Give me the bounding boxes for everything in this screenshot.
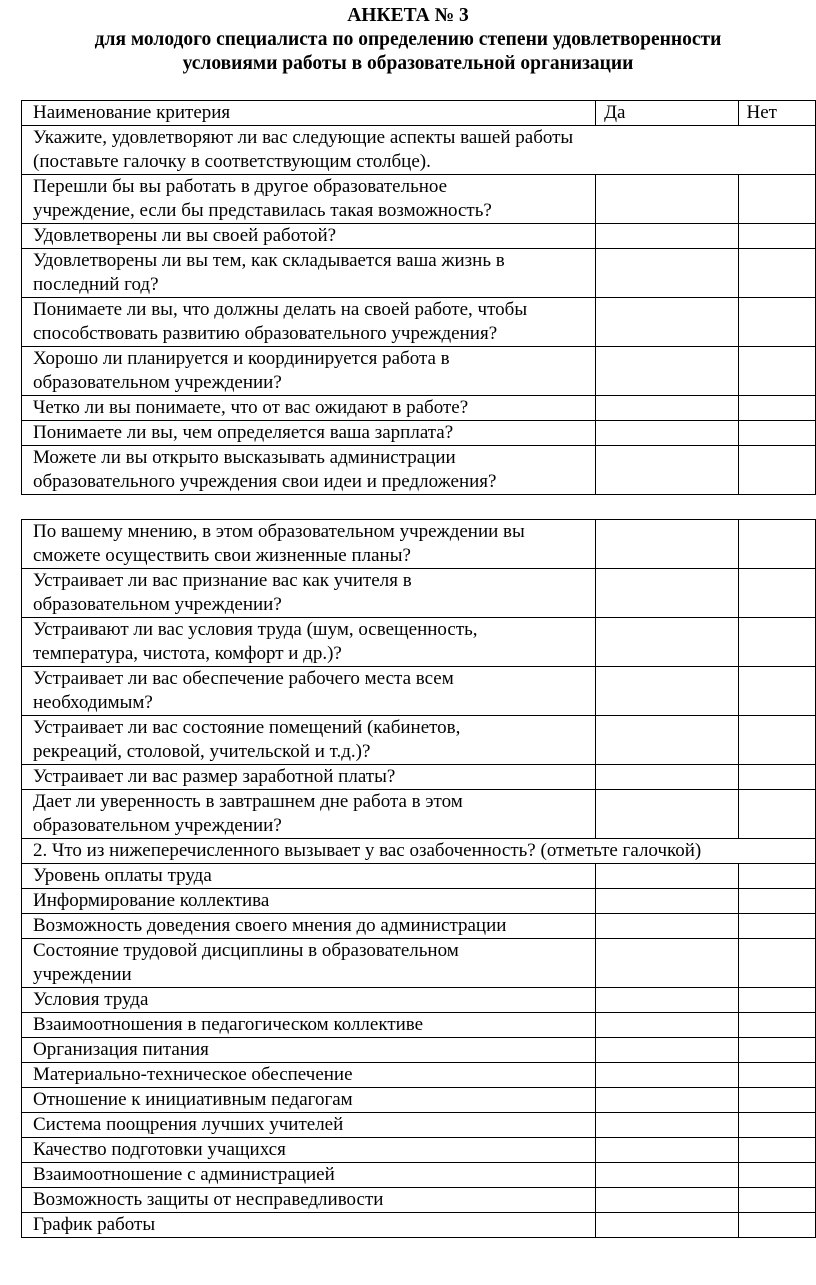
question-cell xyxy=(22,1038,596,1063)
answer-no-checkbox[interactable] xyxy=(738,1013,815,1038)
answer-no-checkbox[interactable] xyxy=(738,520,815,569)
answer-no-checkbox[interactable] xyxy=(738,446,815,495)
answer-no-checkbox[interactable] xyxy=(738,396,815,421)
questionnaire-table-1 xyxy=(21,100,816,495)
answer-yes-checkbox[interactable] xyxy=(596,667,739,716)
answer-yes-checkbox[interactable] xyxy=(596,939,739,988)
intro-line-2: (поставьте галочку в соответствующим столбце). xyxy=(33,151,431,172)
answer-no-checkbox[interactable] xyxy=(738,765,815,790)
question-cell xyxy=(22,864,596,889)
intro-line-1: Укажите, удовлетворяют ли вас следующие аспекты вашей работы xyxy=(33,127,574,148)
table-row xyxy=(22,1063,816,1088)
table-row xyxy=(22,765,816,790)
answer-no-checkbox[interactable] xyxy=(738,569,815,618)
answer-yes-checkbox[interactable] xyxy=(596,1038,739,1063)
question-cell xyxy=(22,988,596,1013)
question-text: Дает ли уверенность в завтрашнем дне работа в этом xyxy=(33,791,463,812)
title-line-1: АНКЕТА № 3 xyxy=(347,5,469,26)
table-row xyxy=(22,569,816,618)
answer-no-checkbox[interactable] xyxy=(738,618,815,667)
table-row xyxy=(22,396,816,421)
question-cell xyxy=(22,224,596,249)
answer-yes-checkbox[interactable] xyxy=(596,864,739,889)
answer-yes-checkbox[interactable] xyxy=(596,446,738,495)
table-row xyxy=(22,914,816,939)
answer-no-checkbox[interactable] xyxy=(738,716,815,765)
question-cell xyxy=(22,1113,596,1138)
question-text: температура, чистота, комфорт и др.)? xyxy=(33,643,342,664)
answer-yes-checkbox[interactable] xyxy=(596,716,739,765)
question-text: Четко ли вы понимаете, что от вас ожидают в работе? xyxy=(33,397,469,418)
answer-no-checkbox[interactable] xyxy=(738,298,815,347)
question-text: Качество подготовки учащихся xyxy=(33,1139,286,1160)
question-text: Материально-техническое обеспечение xyxy=(33,1064,353,1085)
section-2-row xyxy=(22,839,816,864)
question-text: Организация питания xyxy=(33,1039,209,1060)
question-cell xyxy=(22,347,596,396)
question-text: Можете ли вы открыто высказывать администрации xyxy=(33,447,456,468)
answer-no-checkbox[interactable] xyxy=(738,1113,815,1138)
question-cell xyxy=(22,175,596,224)
answer-yes-checkbox[interactable] xyxy=(596,1163,739,1188)
answer-yes-checkbox[interactable] xyxy=(596,1113,739,1138)
question-cell xyxy=(22,1063,596,1088)
question-cell xyxy=(22,618,596,667)
table-row xyxy=(22,1113,816,1138)
question-text: Отношение к инициативным педагогам xyxy=(33,1089,353,1110)
answer-yes-checkbox[interactable] xyxy=(596,347,738,396)
title-line-3: условиями работы в образовательной организации xyxy=(182,53,634,74)
question-cell xyxy=(22,1188,596,1213)
answer-yes-checkbox[interactable] xyxy=(596,175,738,224)
answer-yes-checkbox[interactable] xyxy=(596,396,738,421)
answer-yes-checkbox[interactable] xyxy=(596,1138,739,1163)
questionnaire-table-2 xyxy=(21,519,816,1238)
table-row xyxy=(22,1088,816,1113)
table-row xyxy=(22,790,816,839)
answer-yes-checkbox[interactable] xyxy=(596,889,739,914)
table-row xyxy=(22,939,816,988)
answer-no-checkbox[interactable] xyxy=(738,175,815,224)
question-cell xyxy=(22,569,596,618)
question-cell xyxy=(22,298,596,347)
question-text: Взаимоотношения в педагогическом коллективе xyxy=(33,1014,424,1035)
answer-no-checkbox[interactable] xyxy=(738,347,815,396)
question-text: образовательном учреждении? xyxy=(33,372,282,393)
answer-no-checkbox[interactable] xyxy=(738,1213,815,1238)
question-text: Состояние трудовой дисциплины в образовательном xyxy=(33,940,459,961)
question-text: Система поощрения лучших учителей xyxy=(33,1114,344,1135)
question-text: Хорошо ли планируется и координируется работа в xyxy=(33,348,450,369)
table-row xyxy=(22,1188,816,1213)
question-text: необходимым? xyxy=(33,692,153,713)
answer-yes-checkbox[interactable] xyxy=(596,1188,739,1213)
table-row xyxy=(22,1013,816,1038)
question-text: Возможность защиты от несправедливости xyxy=(33,1189,384,1210)
table-row xyxy=(22,249,816,298)
question-cell xyxy=(22,716,596,765)
answer-no-checkbox[interactable] xyxy=(738,914,815,939)
answer-yes-checkbox[interactable] xyxy=(596,1213,739,1238)
answer-no-checkbox[interactable] xyxy=(738,939,815,988)
question-text: Устраивают ли вас условия труда (шум, освещенность, xyxy=(33,619,478,640)
title-line-2: для молодого специалиста по определению степени удовлетворенности xyxy=(94,29,722,50)
question-text: Удовлетворены ли вы тем, как складывается ваша жизнь в xyxy=(33,250,505,271)
question-text: Условия труда xyxy=(33,989,149,1010)
table-row xyxy=(22,1213,816,1238)
answer-no-checkbox[interactable] xyxy=(738,421,815,446)
answer-yes-checkbox[interactable] xyxy=(596,1088,739,1113)
answer-no-checkbox[interactable] xyxy=(738,790,815,839)
answer-no-checkbox[interactable] xyxy=(738,988,815,1013)
table-row xyxy=(22,421,816,446)
question-text: последний год? xyxy=(33,274,159,295)
question-cell xyxy=(22,765,596,790)
question-text: Уровень оплаты труда xyxy=(33,865,212,886)
answer-no-checkbox[interactable] xyxy=(738,889,815,914)
question-text: Устраивает ли вас признание вас как учителя в xyxy=(33,570,412,591)
answer-no-checkbox[interactable] xyxy=(738,224,815,249)
question-cell xyxy=(22,667,596,716)
question-text: сможете осуществить свои жизненные планы? xyxy=(33,545,411,566)
table-row xyxy=(22,175,816,224)
question-text: образовательном учреждении? xyxy=(33,815,282,836)
question-text: образовательного учреждения свои идеи и предложения? xyxy=(33,471,497,492)
answer-no-checkbox[interactable] xyxy=(738,667,815,716)
question-text: Перешли бы вы работать в другое образовательное xyxy=(33,176,448,197)
question-cell xyxy=(22,421,596,446)
answer-no-checkbox[interactable] xyxy=(738,864,815,889)
question-cell xyxy=(22,1138,596,1163)
question-text: Устраивает ли вас состояние помещений (кабинетов, xyxy=(33,717,461,738)
question-cell xyxy=(22,1163,596,1188)
answer-yes-checkbox[interactable] xyxy=(596,569,739,618)
question-text: Возможность доведения своего мнения до администрации xyxy=(33,915,507,936)
intro-row xyxy=(22,126,816,175)
question-text: способствовать развитию образовательного учреждения? xyxy=(33,323,498,344)
question-cell xyxy=(22,914,596,939)
question-text: Удовлетворены ли вы своей работой? xyxy=(33,225,337,246)
table-row xyxy=(22,716,816,765)
header-criterion: Наименование критерия xyxy=(22,101,596,126)
answer-no-checkbox[interactable] xyxy=(738,1088,815,1113)
answer-no-checkbox[interactable] xyxy=(738,1063,815,1088)
question-cell xyxy=(22,790,596,839)
question-cell xyxy=(22,1088,596,1113)
answer-yes-checkbox[interactable] xyxy=(596,520,739,569)
question-text: учреждение, если бы представилась такая возможность? xyxy=(33,200,492,221)
table-row xyxy=(22,618,816,667)
answer-no-checkbox[interactable] xyxy=(738,1038,815,1063)
answer-yes-checkbox[interactable] xyxy=(596,914,739,939)
answer-yes-checkbox[interactable] xyxy=(596,618,739,667)
table-row xyxy=(22,224,816,249)
answer-yes-checkbox[interactable] xyxy=(596,224,738,249)
question-text: Взаимоотношение с администрацией xyxy=(33,1164,335,1185)
question-cell xyxy=(22,1013,596,1038)
question-cell xyxy=(22,396,596,421)
table-header-row xyxy=(22,101,816,126)
question-text: образовательном учреждении? xyxy=(33,594,282,615)
answer-yes-checkbox[interactable] xyxy=(596,790,739,839)
table-row xyxy=(22,667,816,716)
question-text: Информирование коллектива xyxy=(33,890,270,911)
table-row xyxy=(22,1038,816,1063)
question-cell xyxy=(22,520,596,569)
question-text: Понимаете ли вы, что должны делать на своей работе, чтобы xyxy=(33,299,528,320)
question-text: По вашему мнению, в этом образовательном учреждении вы xyxy=(33,521,525,542)
answer-yes-checkbox[interactable] xyxy=(596,765,739,790)
question-text: График работы xyxy=(33,1214,156,1235)
answer-no-checkbox[interactable] xyxy=(738,1138,815,1163)
answer-yes-checkbox[interactable] xyxy=(596,249,738,298)
table-row xyxy=(22,988,816,1013)
question-text: Устраивает ли вас размер заработной платы? xyxy=(33,766,396,787)
table-row xyxy=(22,864,816,889)
question-text: рекреаций, столовой, учительской и т.д.)? xyxy=(33,741,371,762)
question-cell xyxy=(22,1213,596,1238)
section-2-heading: 2. Что из нижеперечисленного вызывает у вас озабоченность? (отметьте галочкой) xyxy=(22,839,816,864)
answer-no-checkbox[interactable] xyxy=(738,1163,815,1188)
table-row xyxy=(22,1138,816,1163)
question-cell xyxy=(22,446,596,495)
table-row xyxy=(22,889,816,914)
header-no: Нет xyxy=(738,101,815,126)
header-yes: Да xyxy=(596,101,738,126)
table-row xyxy=(22,298,816,347)
answer-no-checkbox[interactable] xyxy=(738,249,815,298)
question-cell xyxy=(22,889,596,914)
question-text: Понимаете ли вы, чем определяется ваша зарплата? xyxy=(33,422,454,443)
answer-yes-checkbox[interactable] xyxy=(596,1013,739,1038)
table-row xyxy=(22,446,816,495)
question-text: учреждении xyxy=(33,964,132,985)
answer-yes-checkbox[interactable] xyxy=(596,421,738,446)
answer-yes-checkbox[interactable] xyxy=(596,988,739,1013)
intro-cell xyxy=(22,126,816,175)
answer-yes-checkbox[interactable] xyxy=(596,298,738,347)
document-title xyxy=(0,4,816,76)
answer-no-checkbox[interactable] xyxy=(738,1188,815,1213)
answer-yes-checkbox[interactable] xyxy=(596,1063,739,1088)
table-row xyxy=(22,347,816,396)
question-text: Устраивает ли вас обеспечение рабочего места всем xyxy=(33,668,454,689)
table-row xyxy=(22,1163,816,1188)
question-cell xyxy=(22,249,596,298)
question-cell xyxy=(22,939,596,988)
table-row xyxy=(22,520,816,569)
